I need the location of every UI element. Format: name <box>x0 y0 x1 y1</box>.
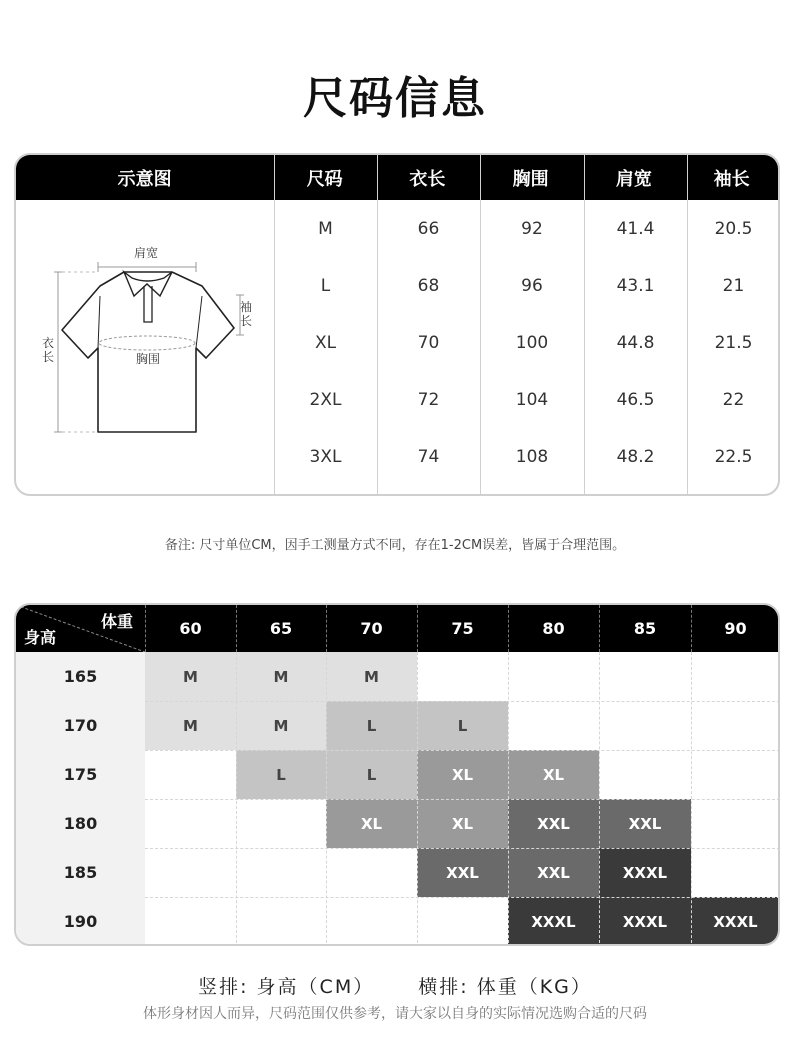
sleeve-label <box>240 300 252 328</box>
table-cell: 41.4 <box>616 218 655 239</box>
size-table-header <box>16 155 778 200</box>
size-cell <box>417 652 508 701</box>
weight-column-header: 80 <box>542 619 565 638</box>
size-cell: M <box>236 701 326 750</box>
corner-height-label: 身高 <box>24 628 57 647</box>
header-divider <box>508 605 509 652</box>
height-row-header: 170 <box>16 701 145 750</box>
table-cell: 96 <box>521 275 543 296</box>
table-cell: 43.1 <box>616 275 655 296</box>
table-row <box>16 848 778 897</box>
grid-line <box>145 848 780 849</box>
length-label-2: 长 <box>42 350 55 364</box>
table-row <box>274 428 780 485</box>
table-row <box>16 897 778 946</box>
table-cell: 3XL <box>309 446 342 467</box>
table-cell: M <box>318 218 333 239</box>
height-row-header: 175 <box>16 750 145 799</box>
table-cell: 108 <box>515 446 549 467</box>
size-cell <box>326 897 417 946</box>
table-cell: 46.5 <box>616 389 655 410</box>
size-cell: M <box>236 652 326 701</box>
grid-line <box>691 652 692 946</box>
grid-line <box>326 652 327 946</box>
table-cell: 44.8 <box>616 332 655 353</box>
axis-legend <box>0 972 790 999</box>
table-cell: 100 <box>515 332 549 353</box>
length-label-1: 衣 <box>42 336 55 350</box>
table-cell: 22 <box>722 389 745 410</box>
table-corner <box>16 605 145 652</box>
size-cell <box>599 652 691 701</box>
measurement-note: 备注: 尺寸单位CM，因手工测量方式不同，存在1-2CM误差，皆属于合理范围。 <box>164 538 626 553</box>
table-row <box>16 701 778 750</box>
size-cell <box>326 848 417 897</box>
size-cell: XXXL <box>599 897 691 946</box>
grid-line <box>145 799 780 800</box>
header-divider <box>326 605 327 652</box>
table-cell: 70 <box>417 332 440 353</box>
shirt-diagram <box>16 200 274 496</box>
size-cell <box>691 652 780 701</box>
table-row <box>16 652 778 701</box>
header-length: 衣长 <box>409 168 446 190</box>
table-cell: 22.5 <box>714 446 753 467</box>
size-cell <box>599 701 691 750</box>
size-cell: XL <box>326 799 417 848</box>
height-row-header: 165 <box>16 652 145 701</box>
size-cell: XXL <box>417 848 508 897</box>
size-cell: XL <box>417 799 508 848</box>
table-cell: 74 <box>417 446 440 467</box>
size-cell: L <box>236 750 326 799</box>
size-recommendation-table <box>14 603 780 946</box>
vertical-legend: 竖排: 身高（CM） <box>198 976 375 998</box>
size-cell <box>236 848 326 897</box>
size-cell <box>599 750 691 799</box>
table-cell: 21.5 <box>714 332 753 353</box>
size-cell: L <box>417 701 508 750</box>
size-cell <box>417 897 508 946</box>
weight-header <box>16 605 778 652</box>
weight-column-header: 85 <box>633 619 657 638</box>
size-cell: XL <box>417 750 508 799</box>
size-cell: XXL <box>599 799 691 848</box>
header-size: 尺码 <box>306 168 343 190</box>
height-row-header: 185 <box>16 848 145 897</box>
table-cell: XL <box>314 332 337 353</box>
weight-column-header: 60 <box>179 619 202 638</box>
size-cell <box>691 750 780 799</box>
size-cell <box>691 848 780 897</box>
weight-column-header: 65 <box>269 619 293 638</box>
table-cell: 21 <box>722 275 745 296</box>
table-row <box>16 750 778 799</box>
page-title: 尺码信息 <box>303 73 487 124</box>
size-cell: XXL <box>508 848 599 897</box>
grid-line <box>508 652 509 946</box>
size-cell: XXXL <box>599 848 691 897</box>
table-row <box>16 799 778 848</box>
size-cell <box>691 799 780 848</box>
table-cell: 20.5 <box>714 218 753 239</box>
header-chest: 胸围 <box>512 168 549 190</box>
corner-weight-label: 体重 <box>100 612 133 631</box>
size-cell <box>691 701 780 750</box>
shoulder-label: 肩宽 <box>134 246 159 260</box>
grid-line <box>145 897 780 898</box>
sleeve-label-1: 袖 <box>240 300 253 314</box>
grid-line <box>417 652 418 946</box>
size-table <box>14 153 780 496</box>
size-cell: L <box>326 701 417 750</box>
table-cell: 66 <box>417 218 440 239</box>
header-divider <box>691 605 692 652</box>
size-cell: XL <box>508 750 599 799</box>
height-row-header: 180 <box>16 799 145 848</box>
size-cell: M <box>145 652 236 701</box>
horizontal-legend: 横排: 体重（KG） <box>418 976 592 998</box>
size-cell: XXL <box>508 799 599 848</box>
table-cell: 104 <box>515 389 549 410</box>
height-row-header: 190 <box>16 897 145 946</box>
size-cell <box>508 701 599 750</box>
weight-column-header: 70 <box>360 619 383 638</box>
grid-line <box>236 652 237 946</box>
grid-line <box>145 701 780 702</box>
grid-line <box>145 750 780 751</box>
footnote: 体形身材因人而异，尺码范围仅供参考，请大家以自身的实际情况选购合适的尺码 <box>143 1006 647 1022</box>
header-shoulder: 肩宽 <box>615 168 652 190</box>
header-divider <box>145 605 146 652</box>
size-cell <box>145 897 236 946</box>
size-cell: M <box>326 652 417 701</box>
grid-line <box>599 652 600 946</box>
table-cell: L <box>320 275 331 296</box>
weight-column-header: 90 <box>724 619 747 638</box>
size-cell: XXXL <box>691 897 780 946</box>
size-cell: M <box>145 701 236 750</box>
header-divider <box>236 605 237 652</box>
table-cell: 92 <box>521 218 543 239</box>
size-cell <box>236 897 326 946</box>
size-cell <box>236 799 326 848</box>
length-label <box>42 336 54 364</box>
header-divider <box>417 605 418 652</box>
size-cell <box>145 750 236 799</box>
table-cell: 72 <box>417 389 440 410</box>
table-cell: 2XL <box>309 389 342 410</box>
size-cell: XXXL <box>508 897 599 946</box>
table-row <box>274 257 780 314</box>
header-divider <box>599 605 600 652</box>
sleeve-label-2: 长 <box>240 314 253 328</box>
table-cell: 68 <box>417 275 440 296</box>
chest-label: 胸围 <box>136 352 161 366</box>
size-table-body <box>274 200 780 485</box>
table-row <box>274 200 780 257</box>
table-row <box>274 371 780 428</box>
size-cell: L <box>326 750 417 799</box>
size-cell <box>145 799 236 848</box>
size-cell <box>145 848 236 897</box>
header-diagram: 示意图 <box>117 168 172 190</box>
table-row <box>274 314 780 371</box>
weight-column-header: 75 <box>451 619 474 638</box>
header-sleeve: 袖长 <box>713 168 750 190</box>
size-cell <box>508 652 599 701</box>
table-cell: 48.2 <box>616 446 655 467</box>
